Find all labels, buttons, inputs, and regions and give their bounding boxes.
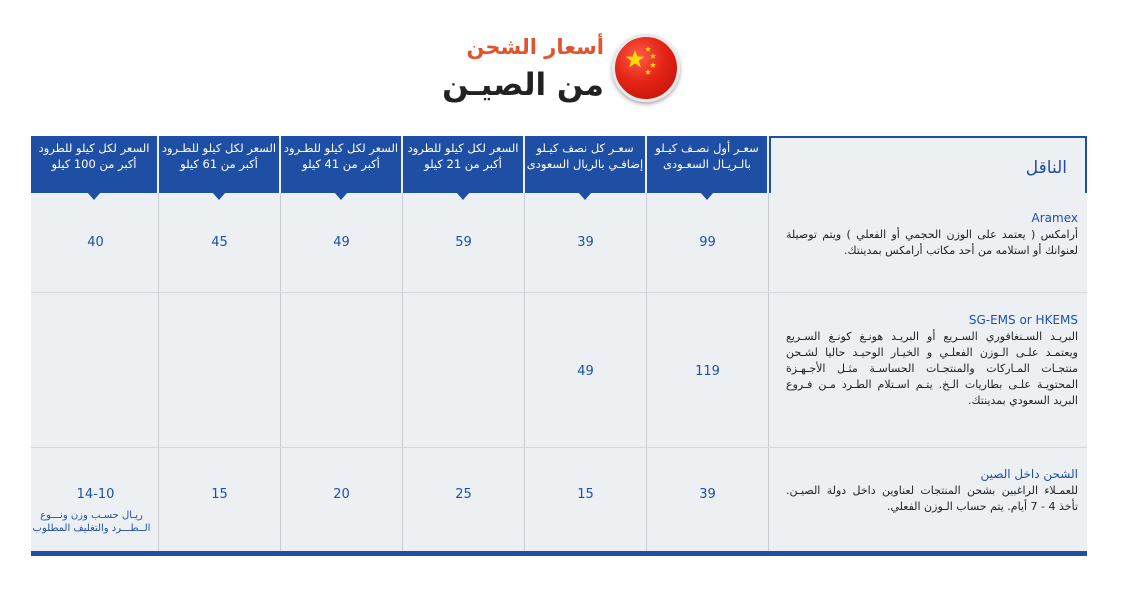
page-title-line2: من الصيـن [442,67,604,103]
page-header [440,33,680,105]
price-cell: 20 [333,487,350,502]
row-divider [31,447,1087,448]
price-cell: 15 [211,487,228,502]
chevron-down-icon [700,192,714,200]
column-header-label: سعـر كل نصف كيـلو إضافـي بالريال السعودى [526,141,644,171]
carrier-column-header: الناقل [769,136,1087,193]
price-cell: 45 [211,235,228,250]
chevron-down-icon [212,192,226,200]
china-flag-icon [612,34,680,102]
price-cell: 39 [699,487,716,502]
price-cell: 119 [695,364,720,379]
carrier-name: الشحن داخل الصين [980,467,1078,481]
column-header-label: السعر لكل كيلو للطرود أكبر من 21 كيلو [407,141,519,171]
price-cell: 15 [577,487,594,502]
carrier-details: للعمـلاء الراغبين بشحن المنتجات لعناوين داخل دولة الصيـن. تأخذ 4 - 7 أيام. يتم حساب الـوزن الفعلي. [786,484,1078,513]
column-header-label: سعـر أول نصـف كيـلو بالـريـال السعـودى [655,141,759,171]
column-header-over-100kg [31,136,157,193]
shipping-rates-table [31,136,1087,556]
column-header-label: السعر لكل كيلو للطرود أكبر من 100 كيلو [38,141,150,171]
carrier-description [786,210,1078,259]
column-divider [768,193,769,551]
price-cell: 59 [455,235,472,250]
price-note: ريـال حسـب وزن ونـــوع الــطـــرد والتغليف المطلوب [32,510,151,534]
column-header-over-21kg [403,136,523,193]
column-header-label: السعر لكل كيلو للطـرود أكبر من 61 كيلو [161,141,277,171]
price-cell: 99 [699,235,716,250]
chevron-down-icon [87,192,101,200]
row-divider [31,292,1087,293]
carrier-description [786,466,1078,515]
carrier-name: SG-EMS or HKEMS [968,313,1078,327]
page-title-line1: أسعار الشحن [466,35,604,59]
price-cell: 39 [577,235,594,250]
price-cell: 49 [577,364,594,379]
chevron-down-icon [334,192,348,200]
price-cell: 25 [455,487,472,502]
price-cell: 40 [87,235,104,250]
carrier-details: أرامكس ( يعتمد على الوزن الحجمي أو الفعلي ) ويتم توصيلة لعنوانك أو استلامه من أحد مكاتب أرامكس بمدينتك. [786,228,1078,257]
column-header-label: السعر لكل كيلو للطـرود أكبر من 41 كيلو [283,141,399,171]
price-cell: 14-10 [76,487,115,502]
chevron-down-icon [578,192,592,200]
column-header-over-41kg [281,136,401,193]
carrier-details: البريـد السـنغافوري السـريع أو البريـد هونـغ كونـغ السـريع ويعتمـد علـى الـوزن الفعلـي و الخيـار الوحيـد حاليا لشـحن منتجـات المـاركات والمنتجـات الحساسـة مثـل الأجـهـزة المحتويـة علـى بطاريات الـخ. يتـم اسـتلام الطـرد مـن فـروع البريد السعودي بمدينتك. [786,330,1078,407]
column-header-additional-half-kilo [525,136,645,193]
carrier-description [786,312,1078,409]
carrier-name: Aramex [1031,211,1078,225]
chevron-down-icon [456,192,470,200]
column-header-first-half-kilo [647,136,767,193]
column-header-over-61kg [159,136,279,193]
price-cell: 49 [333,235,350,250]
